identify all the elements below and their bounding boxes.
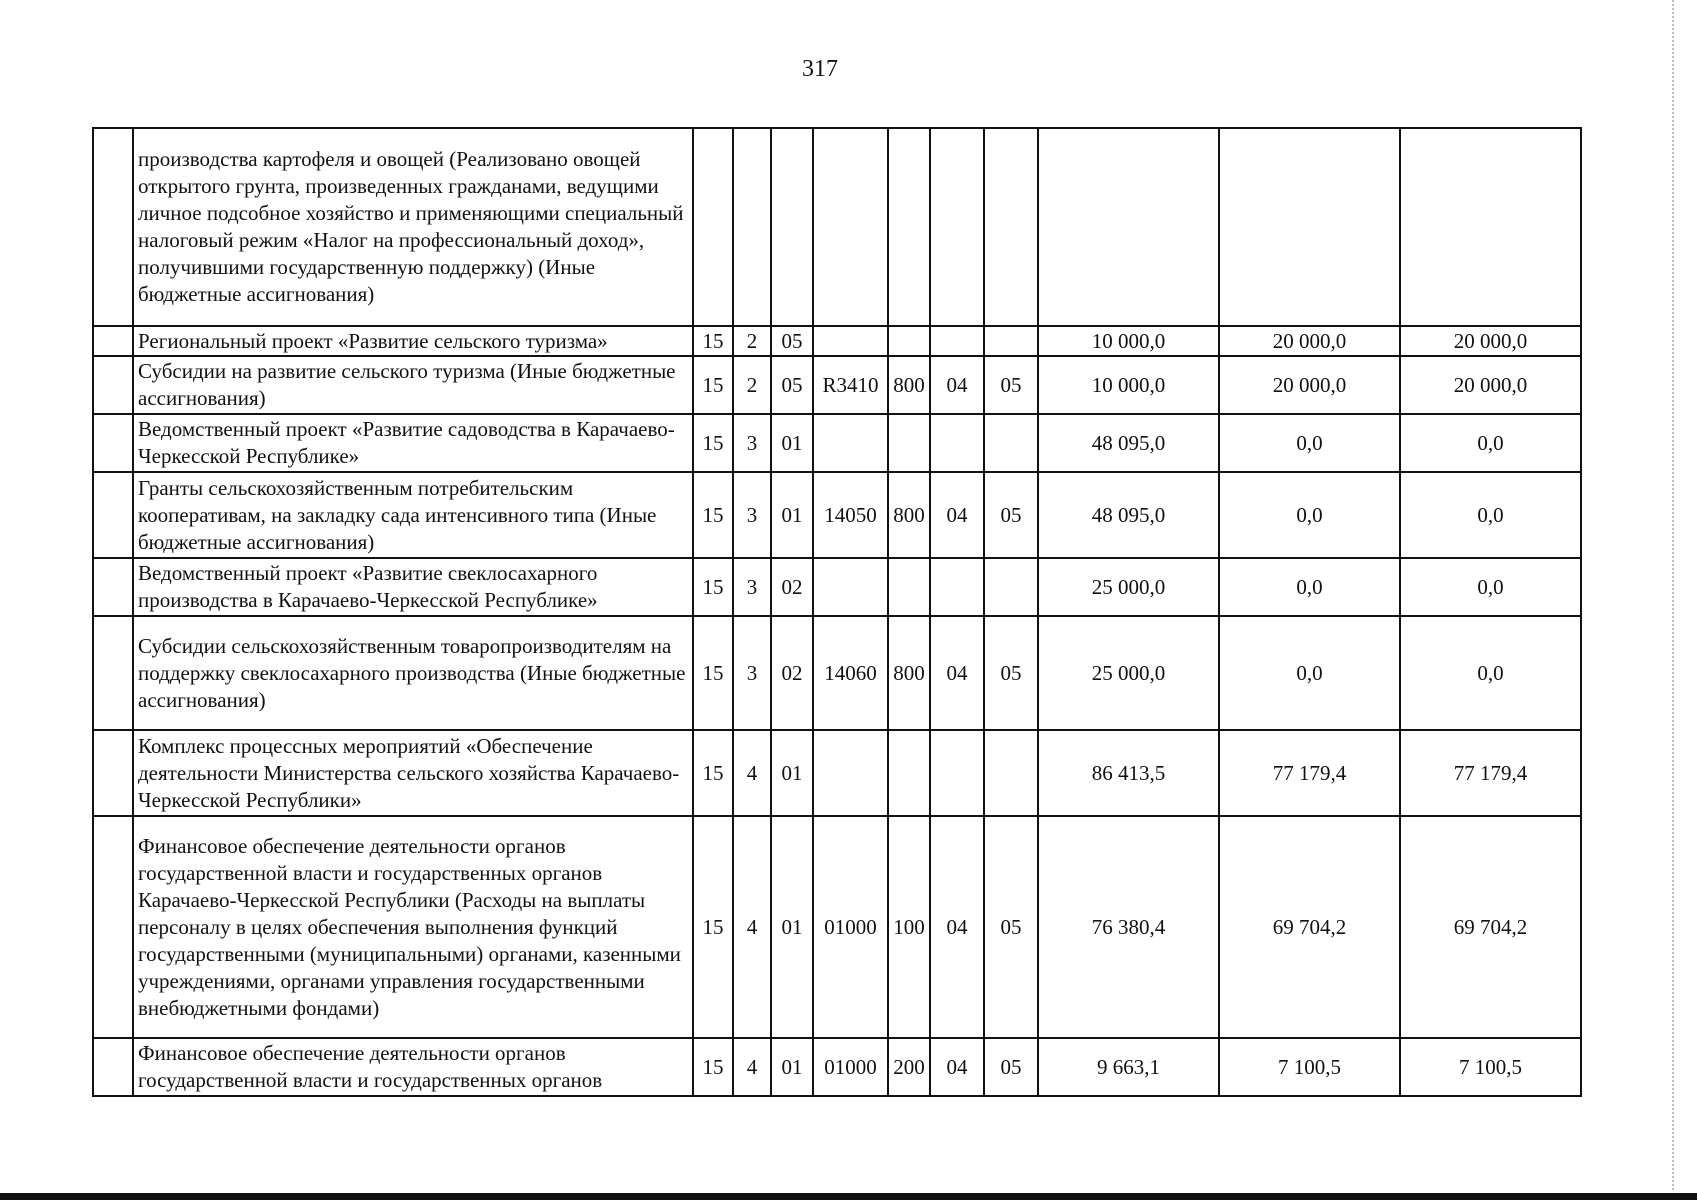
cell-code-4 [813,128,888,326]
cell-code-1: 15 [693,414,733,472]
cell-code-7 [984,558,1038,616]
cell-code-4: 14050 [813,472,888,558]
cell-amount-1: 86 413,5 [1038,730,1219,816]
cell-amount-2: 20 000,0 [1219,326,1400,356]
cell-code-5 [888,558,930,616]
row-description: Финансовое обеспечение деятельности органов государственной власти и государственных органов [133,1038,693,1096]
cell-amount-1: 76 380,4 [1038,816,1219,1038]
cell-amount-2: 0,0 [1219,414,1400,472]
cell-code-2: 4 [733,730,771,816]
cell-code-3: 02 [771,616,813,730]
page-number: 317 [802,56,838,82]
cell-code-4: 01000 [813,1038,888,1096]
cell-amount-2: 77 179,4 [1219,730,1400,816]
cell-amount-1: 25 000,0 [1038,558,1219,616]
cell-code-5 [888,128,930,326]
cell-code-7: 05 [984,1038,1038,1096]
cell-code-5: 800 [888,472,930,558]
cell-code-3: 01 [771,472,813,558]
cell-code-2: 3 [733,472,771,558]
cell-code-5: 800 [888,616,930,730]
cell-code-5: 100 [888,816,930,1038]
cell-code-1: 15 [693,558,733,616]
cell-code-6 [930,326,984,356]
cell-code-4 [813,414,888,472]
cell-code-3: 01 [771,730,813,816]
cell-code-4 [813,730,888,816]
cell-code-3: 01 [771,1038,813,1096]
row-description: Финансовое обеспечение деятельности органов государственной власти и государственных органов Карачаево-Черкесской Республики (Расходы на выплаты персоналу в целях обеспечения выполнения функций государственными (муниципальными) органами, казенными учреждениями, органами управления государственными внебюджетными фондами) [133,816,693,1038]
cell-amount-3: 20 000,0 [1400,326,1581,356]
cell-amount-1: 10 000,0 [1038,356,1219,414]
cell-code-4 [813,558,888,616]
row-description: Комплекс процессных мероприятий «Обеспечение деятельности Министерства сельского хозяйства Карачаево-Черкесской Республики» [133,730,693,816]
table-row [93,472,1581,558]
cell-code-5: 200 [888,1038,930,1096]
cell-amount-2: 20 000,0 [1219,356,1400,414]
cell-code-6 [930,730,984,816]
cell-code-7 [984,128,1038,326]
row-description: Субсидии сельскохозяйственным товаропроизводителям на поддержку свеклосахарного производства (Иные бюджетные ассигнования) [133,616,693,730]
cell-amount-2: 0,0 [1219,558,1400,616]
table-row [93,414,1581,472]
cell-code-1: 15 [693,616,733,730]
cell-code-7: 05 [984,616,1038,730]
table-row [93,558,1581,616]
cell-code-1: 15 [693,816,733,1038]
cell-code-1: 15 [693,326,733,356]
cell-amount-2 [1219,128,1400,326]
cell-code-6: 04 [930,472,984,558]
cell-code-5 [888,730,930,816]
scan-edge-line [1672,0,1676,1190]
cell-code-2: 3 [733,414,771,472]
cell-amount-2: 7 100,5 [1219,1038,1400,1096]
cell-code-3: 02 [771,558,813,616]
cell-amount-3: 0,0 [1400,616,1581,730]
cell-code-3: 01 [771,414,813,472]
cell-code-7: 05 [984,816,1038,1038]
cell-code-6: 04 [930,1038,984,1096]
cell-code-5 [888,326,930,356]
table-row [93,128,1581,326]
cell-code-4 [813,326,888,356]
cell-amount-3: 20 000,0 [1400,356,1581,414]
cell-code-5: 800 [888,356,930,414]
cell-code-1: 15 [693,472,733,558]
cell-code-6 [930,414,984,472]
cell-code-2 [733,128,771,326]
cell-code-3: 05 [771,326,813,356]
cell-amount-3: 0,0 [1400,558,1581,616]
cell-code-6 [930,558,984,616]
cell-code-3: 01 [771,816,813,1038]
cell-amount-2: 69 704,2 [1219,816,1400,1038]
cell-code-6: 04 [930,816,984,1038]
cell-code-1 [693,128,733,326]
row-description: Ведомственный проект «Развитие свеклосахарного производства в Карачаево-Черкесской Республике» [133,558,693,616]
table-row [93,730,1581,816]
row-description: Ведомственный проект «Развитие садоводства в Карачаево-Черкесской Республике» [133,414,693,472]
cell-code-2: 2 [733,326,771,356]
cell-code-4: 01000 [813,816,888,1038]
cell-code-4: R3410 [813,356,888,414]
cell-amount-1: 9 663,1 [1038,1038,1219,1096]
cell-code-5 [888,414,930,472]
row-description: Региональный проект «Развитие сельского туризма» [133,326,693,356]
cell-code-7: 05 [984,472,1038,558]
cell-amount-3: 0,0 [1400,414,1581,472]
table-row [93,326,1581,356]
cell-amount-2: 0,0 [1219,472,1400,558]
row-description: Субсидии на развитие сельского туризма (Иные бюджетные ассигнования) [133,356,693,414]
cell-code-7 [984,414,1038,472]
cell-amount-3: 7 100,5 [1400,1038,1581,1096]
budget-table [92,127,1582,1097]
cell-amount-3: 77 179,4 [1400,730,1581,816]
cell-amount-3: 69 704,2 [1400,816,1581,1038]
cell-code-6: 04 [930,616,984,730]
cell-code-2: 3 [733,558,771,616]
row-description: Гранты сельскохозяйственным потребительским кооперативам, на закладку сада интенсивного типа (Иные бюджетные ассигнования) [133,472,693,558]
table-row [93,816,1581,1038]
cell-code-2: 4 [733,816,771,1038]
cell-amount-1 [1038,128,1219,326]
cell-code-6 [930,128,984,326]
cell-code-7 [984,730,1038,816]
cell-amount-1: 25 000,0 [1038,616,1219,730]
cell-code-2: 3 [733,616,771,730]
cell-code-4: 14060 [813,616,888,730]
cell-amount-2: 0,0 [1219,616,1400,730]
row-description: производства картофеля и овощей (Реализовано овощей открытого грунта, произведенных гражданами, ведущими личное подсобное хозяйство и применяющими специальный налоговый режим «Налог на профессиональный доход», получившими государственную поддержку) (Иные бюджетные ассигнования) [133,128,693,326]
table-row [93,616,1581,730]
cell-amount-1: 48 095,0 [1038,472,1219,558]
cell-code-3: 05 [771,356,813,414]
cell-code-7: 05 [984,356,1038,414]
cell-code-1: 15 [693,730,733,816]
table-row [93,356,1581,414]
cell-amount-3 [1400,128,1581,326]
table-row [93,1038,1581,1096]
scan-bottom-bar [0,1193,1697,1200]
cell-code-7 [984,326,1038,356]
cell-code-3 [771,128,813,326]
cell-amount-1: 48 095,0 [1038,414,1219,472]
cell-code-6: 04 [930,356,984,414]
cell-amount-3: 0,0 [1400,472,1581,558]
cell-amount-1: 10 000,0 [1038,326,1219,356]
cell-code-2: 4 [733,1038,771,1096]
cell-code-1: 15 [693,1038,733,1096]
cell-code-2: 2 [733,356,771,414]
cell-code-1: 15 [693,356,733,414]
